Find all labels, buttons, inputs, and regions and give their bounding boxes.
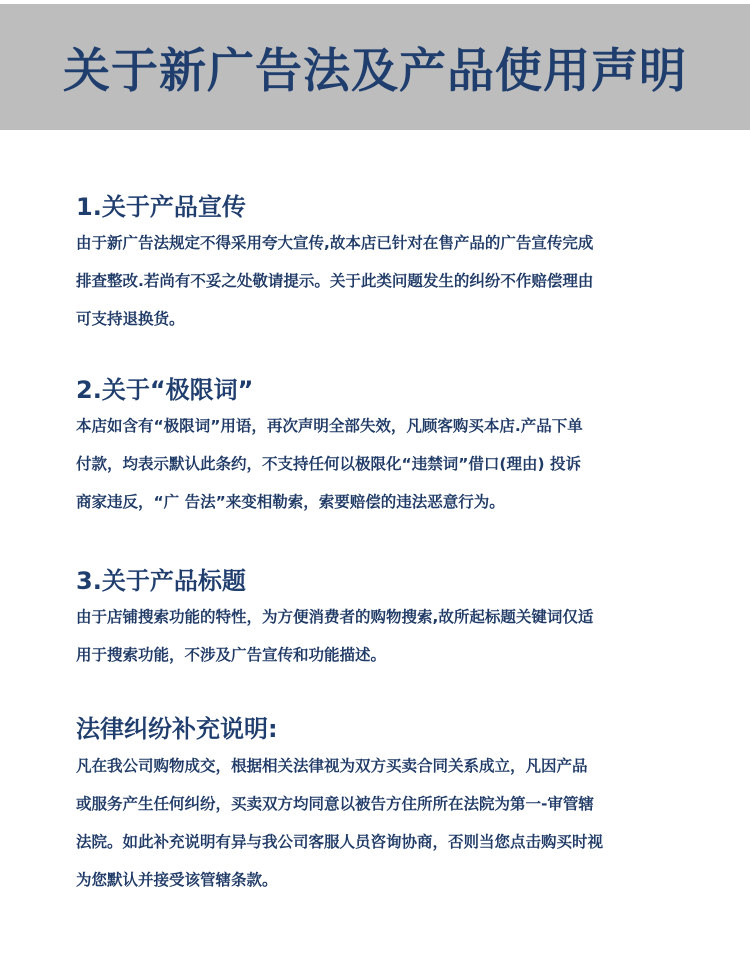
section-product-title [76, 565, 686, 674]
section-text-line: 法院。如此补充说明有异与我公司客服人员咨询协商，否则当您点击购买时视 [76, 833, 604, 851]
section-extreme-words [76, 374, 686, 521]
title-banner [0, 4, 750, 130]
page-title: 关于新广告法及产品使用声明 [63, 43, 687, 99]
section-text-line: 或服务产生任何纠纷，买卖双方均同意以被告方住所所在法院为第一-审管辖 [76, 795, 594, 813]
section-heading: 2.关于“极限词” [76, 376, 254, 404]
section-text-line: 用于搜索功能，不涉及广告宣传和功能描述。 [76, 646, 387, 664]
section-text-line: 排查整改.若尚有不妥之处敬请提示。关于此类问题发生的纠纷不作赔偿理由 [76, 272, 594, 290]
section-product-promotion [76, 191, 686, 338]
section-legal-dispute [76, 713, 686, 899]
section-text-line: 本店如含有“极限词”用语，再次声明全部失效，凡顾客购买本店.产品下单 [76, 417, 583, 435]
section-text-line: 可支持退换货。 [76, 310, 185, 328]
section-text-line: 由于店铺搜索功能的特性，为方便消费者的购物搜索,故所起标题关键词仅适 [76, 608, 594, 626]
section-heading: 法律纠纷补充说明: [76, 715, 278, 743]
section-text-line: 付款，均表示默认此条约，不支持任何以极限化“违禁词”借口(理由) 投诉 [76, 455, 581, 473]
section-heading: 1.关于产品宣传 [76, 193, 246, 221]
section-text-line: 由于新广告法规定不得采用夸大宣传,故本店已针对在售产品的广告宣传完成 [76, 234, 594, 252]
section-text-line: 商家违反，“广 告法”来变相勒索，索要赔偿的违法恶意行为。 [76, 493, 505, 511]
section-text-line: 为您默认并接受该管辖条款。 [76, 871, 278, 889]
section-heading: 3.关于产品标题 [76, 567, 246, 595]
section-text-line: 凡在我公司购物成交，根据相关法律视为双方买卖合同关系成立，凡因产品 [76, 757, 588, 775]
